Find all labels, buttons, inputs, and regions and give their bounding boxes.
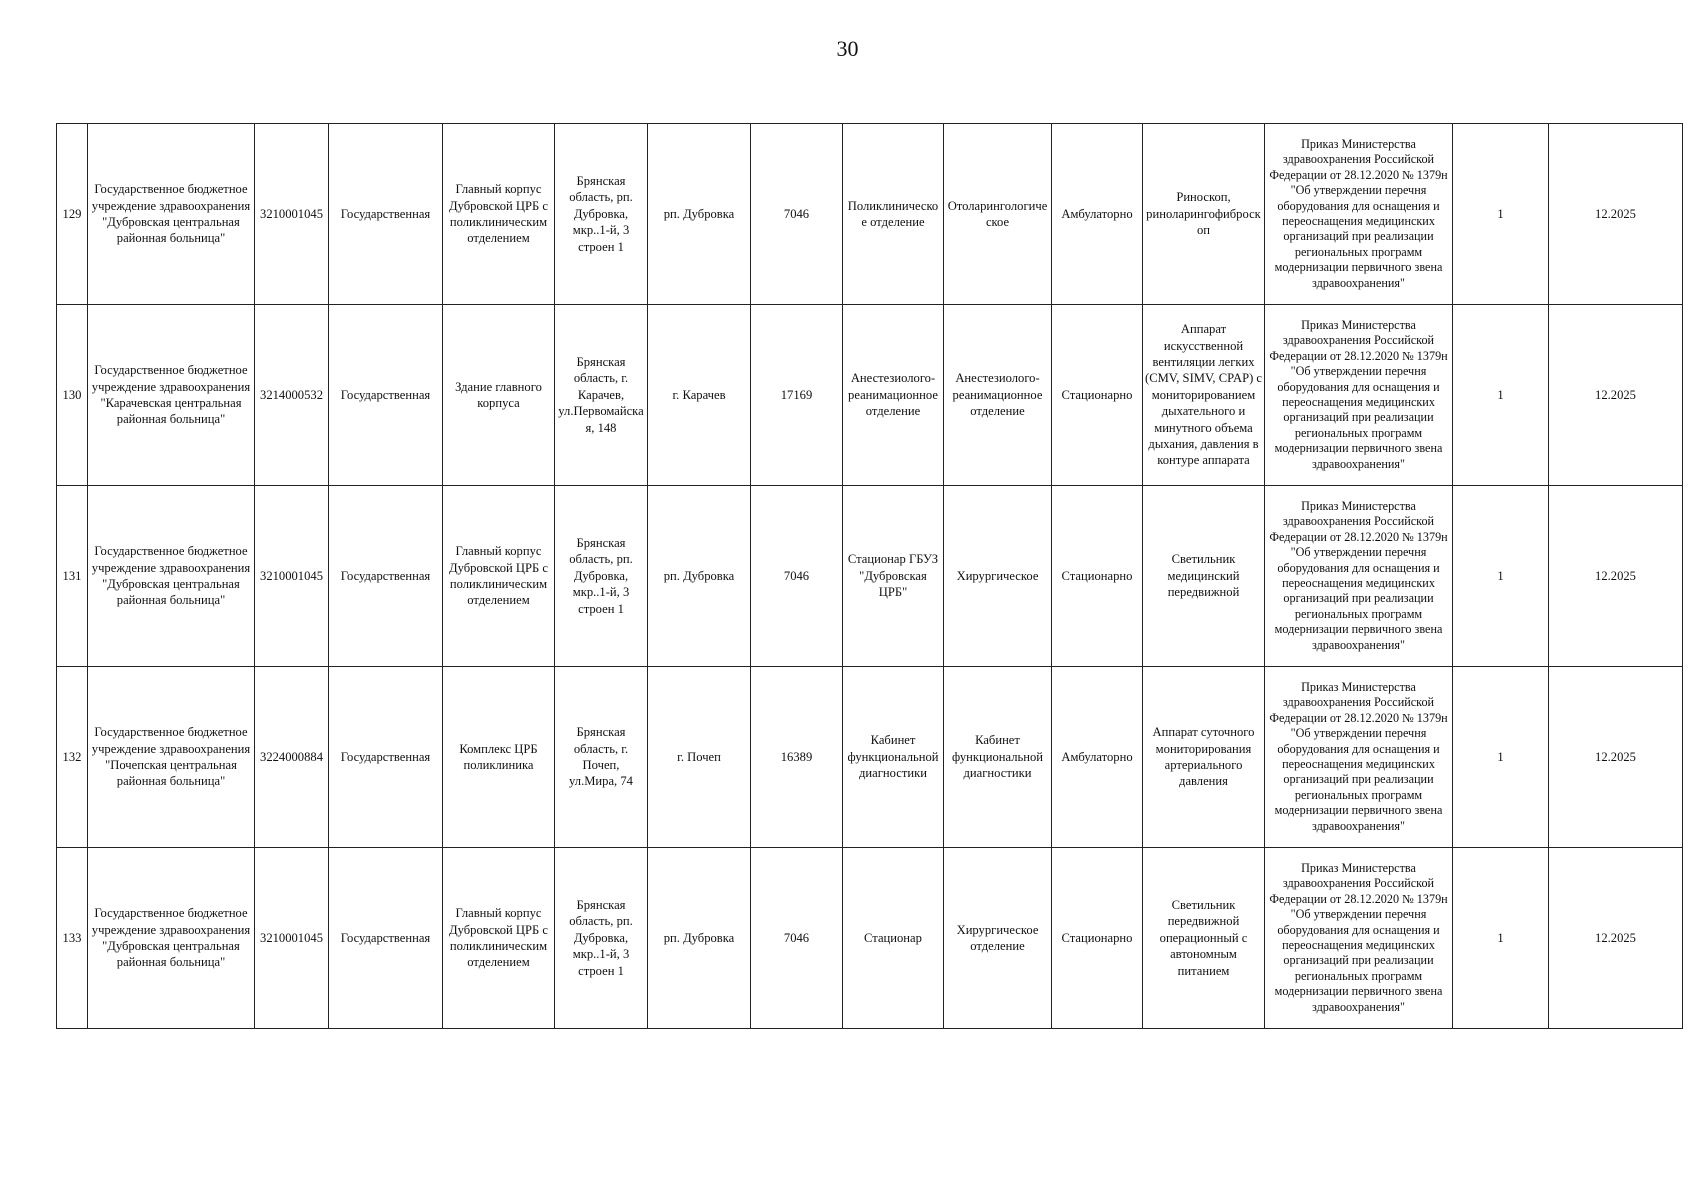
regulatory-order: Приказ Министерства здравоохранения Российской Федерации от 28.12.2020 № 1379н "Об утверждении перечня оборудования для оснащения и переоснащения медицинских организаций при реализации региональных программ модернизации первичного звена здравоохранения" bbox=[1265, 486, 1453, 667]
quantity: 1 bbox=[1453, 124, 1549, 305]
row-number: 132 bbox=[57, 667, 88, 848]
organization-name: Государственное бюджетное учреждение здравоохранения "Карачевская центральная районная больница" bbox=[88, 305, 255, 486]
table-row bbox=[57, 305, 1683, 486]
ownership-form: Государственная bbox=[329, 848, 443, 1029]
address: Брянская область, рп. Дубровка, мкр..1-й, 3 строен 1 bbox=[555, 124, 648, 305]
table-row bbox=[57, 486, 1683, 667]
organization-code: 3224000884 bbox=[255, 667, 329, 848]
medical-profile: Хирургическое bbox=[944, 486, 1052, 667]
equipment-table bbox=[56, 123, 1683, 1029]
organization-name: Государственное бюджетное учреждение здравоохранения "Дубровская центральная районная больница" bbox=[88, 848, 255, 1029]
regulatory-order: Приказ Министерства здравоохранения Российской Федерации от 28.12.2020 № 1379н "Об утверждении перечня оборудования для оснащения и переоснащения медицинских организаций при реализации региональных программ модернизации первичного звена здравоохранения" bbox=[1265, 667, 1453, 848]
organization-code: 3214000532 bbox=[255, 305, 329, 486]
organization-code: 3210001045 bbox=[255, 486, 329, 667]
address: Брянская область, г. Почеп, ул.Мира, 74 bbox=[555, 667, 648, 848]
population: 17169 bbox=[751, 305, 843, 486]
building-name: Здание главного корпуса bbox=[443, 305, 555, 486]
table-row bbox=[57, 848, 1683, 1029]
row-number: 133 bbox=[57, 848, 88, 1029]
building-name: Главный корпус Дубровской ЦРБ с поликлиническим отделением bbox=[443, 486, 555, 667]
quantity: 1 bbox=[1453, 667, 1549, 848]
row-number: 130 bbox=[57, 305, 88, 486]
address: Брянская область, рп. Дубровка, мкр..1-й, 3 строен 1 bbox=[555, 848, 648, 1029]
locality: г. Карачев bbox=[648, 305, 751, 486]
delivery-date: 12.2025 bbox=[1549, 305, 1683, 486]
locality: рп. Дубровка bbox=[648, 124, 751, 305]
building-name: Комплекс ЦРБ поликлиника bbox=[443, 667, 555, 848]
equipment-name: Риноскоп, риноларингофиброскоп bbox=[1143, 124, 1265, 305]
population: 7046 bbox=[751, 124, 843, 305]
regulatory-order: Приказ Министерства здравоохранения Российской Федерации от 28.12.2020 № 1379н "Об утверждении перечня оборудования для оснащения и переоснащения медицинских организаций при реализации региональных программ модернизации первичного звена здравоохранения" bbox=[1265, 305, 1453, 486]
locality: г. Почеп bbox=[648, 667, 751, 848]
population: 7046 bbox=[751, 486, 843, 667]
locality: рп. Дубровка bbox=[648, 486, 751, 667]
building-name: Главный корпус Дубровской ЦРБ с поликлиническим отделением bbox=[443, 848, 555, 1029]
care-form: Стационарно bbox=[1052, 305, 1143, 486]
locality: рп. Дубровка bbox=[648, 848, 751, 1029]
medical-profile: Отоларингологическое bbox=[944, 124, 1052, 305]
quantity: 1 bbox=[1453, 305, 1549, 486]
department: Стационар bbox=[843, 848, 944, 1029]
medical-profile: Кабинет функциональной диагностики bbox=[944, 667, 1052, 848]
delivery-date: 12.2025 bbox=[1549, 486, 1683, 667]
row-number: 129 bbox=[57, 124, 88, 305]
equipment-name: Светильник медицинский передвижной bbox=[1143, 486, 1265, 667]
table-row bbox=[57, 667, 1683, 848]
population: 16389 bbox=[751, 667, 843, 848]
table-row bbox=[57, 124, 1683, 305]
population: 7046 bbox=[751, 848, 843, 1029]
delivery-date: 12.2025 bbox=[1549, 848, 1683, 1029]
table-body bbox=[57, 124, 1683, 1029]
organization-name: Государственное бюджетное учреждение здравоохранения "Почепская центральная районная больница" bbox=[88, 667, 255, 848]
medical-profile: Хирургическое отделение bbox=[944, 848, 1052, 1029]
care-form: Стационарно bbox=[1052, 848, 1143, 1029]
department: Анестезиолого-реанимационное отделение bbox=[843, 305, 944, 486]
ownership-form: Государственная bbox=[329, 486, 443, 667]
organization-code: 3210001045 bbox=[255, 848, 329, 1029]
quantity: 1 bbox=[1453, 848, 1549, 1029]
regulatory-order: Приказ Министерства здравоохранения Российской Федерации от 28.12.2020 № 1379н "Об утверждении перечня оборудования для оснащения и переоснащения медицинских организаций при реализации региональных программ модернизации первичного звена здравоохранения" bbox=[1265, 124, 1453, 305]
address: Брянская область, г. Карачев, ул.Первомайская, 148 bbox=[555, 305, 648, 486]
care-form: Амбулаторно bbox=[1052, 667, 1143, 848]
department: Стационар ГБУЗ "Дубровская ЦРБ" bbox=[843, 486, 944, 667]
row-number: 131 bbox=[57, 486, 88, 667]
ownership-form: Государственная bbox=[329, 305, 443, 486]
organization-code: 3210001045 bbox=[255, 124, 329, 305]
medical-profile: Анестезиолого-реанимационное отделение bbox=[944, 305, 1052, 486]
care-form: Стационарно bbox=[1052, 486, 1143, 667]
address: Брянская область, рп. Дубровка, мкр..1-й, 3 строен 1 bbox=[555, 486, 648, 667]
page-number: 30 bbox=[836, 36, 859, 61]
department: Кабинет функциональной диагностики bbox=[843, 667, 944, 848]
quantity: 1 bbox=[1453, 486, 1549, 667]
ownership-form: Государственная bbox=[329, 667, 443, 848]
care-form: Амбулаторно bbox=[1052, 124, 1143, 305]
equipment-name: Аппарат искусственной вентиляции легких (CMV, SIMV, CPAP) с мониторированием дыхательного и минутного объема дыхания, давления в контуре аппарата bbox=[1143, 305, 1265, 486]
delivery-date: 12.2025 bbox=[1549, 124, 1683, 305]
department: Поликлиническое отделение bbox=[843, 124, 944, 305]
delivery-date: 12.2025 bbox=[1549, 667, 1683, 848]
equipment-name: Аппарат суточного мониторирования артериального давления bbox=[1143, 667, 1265, 848]
ownership-form: Государственная bbox=[329, 124, 443, 305]
organization-name: Государственное бюджетное учреждение здравоохранения "Дубровская центральная районная больница" bbox=[88, 124, 255, 305]
building-name: Главный корпус Дубровской ЦРБ с поликлиническим отделением bbox=[443, 124, 555, 305]
organization-name: Государственное бюджетное учреждение здравоохранения "Дубровская центральная районная больница" bbox=[88, 486, 255, 667]
regulatory-order: Приказ Министерства здравоохранения Российской Федерации от 28.12.2020 № 1379н "Об утверждении перечня оборудования для оснащения и переоснащения медицинских организаций при реализации региональных программ модернизации первичного звена здравоохранения" bbox=[1265, 848, 1453, 1029]
equipment-name: Светильник передвижной операционный с автономным питанием bbox=[1143, 848, 1265, 1029]
